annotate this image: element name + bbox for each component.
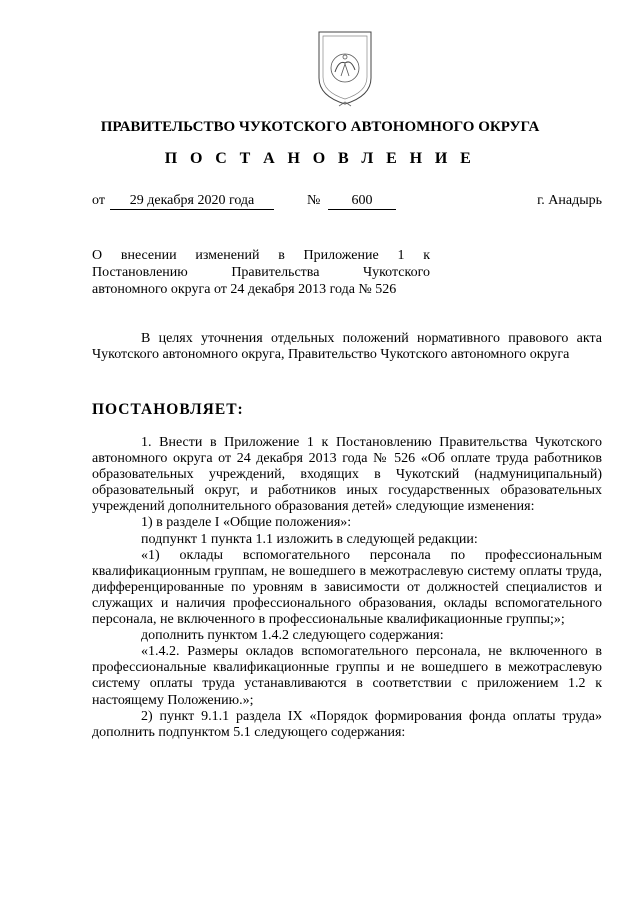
body-paragraph: «1) оклады вспомогательного персонала по профессиональным квалификационным группам, не вошедшего в межотраслевую систему оплаты труда, дифференцированные по уровням в зависимости от должностей специалистов и служащих и наличия профессионального образования, оклады вспомогательного персонала, не включенного в профессиональные квалификационные группы;»; (92, 547, 602, 628)
subject-line: Постановлению Правительства Чукотского (92, 265, 430, 280)
date-prefix: от (92, 193, 105, 208)
body-paragraph: 1) в разделе I «Общие положения»: (141, 515, 352, 531)
subject-line: О внесении изменений в Приложение 1 к (92, 248, 430, 263)
document-date: 29 декабря 2020 года (110, 193, 274, 210)
body-paragraph: дополнить пунктом 1.4.2 следующего содержания: (141, 628, 444, 644)
document-type-title: П О С Т А Н О В Л Е Н И Е (164, 150, 476, 167)
document-number: 600 (328, 193, 396, 210)
body-paragraph: 2) пункт 9.1.1 раздела IX «Порядок формирования фонда оплаты труда» дополнить подпунктом 5.1 следующего содержания: (92, 708, 602, 740)
body-paragraph: подпункт 1 пункта 1.1 изложить в следующей редакции: (141, 531, 478, 547)
document-place: г. Анадырь (537, 193, 602, 208)
subject-line: автономного округа от 24 декабря 2013 года № 526 (92, 282, 397, 297)
coat-of-arms-emblem (313, 30, 377, 108)
coat-of-arms-icon (313, 30, 377, 108)
body-paragraph: 1. Внести в Приложение 1 к Постановлению Правительства Чукотского автономного округа от 24 декабря 2013 года № 526 «Об оплате труда работников образовательных учреждений, входящих в Чукотский (надмуниципальный) образовательный округ, и работников иных государственных образовательных учреждений дополнительного образования детей» следующие изменения: (92, 435, 602, 515)
resolves-heading: ПОСТАНОВЛЯЕТ: (92, 401, 244, 418)
government-name: ПРАВИТЕЛЬСТВО ЧУКОТСКОГО АВТОНОМНОГО ОКРУГА (100, 119, 540, 135)
preamble-text: В целях уточнения отдельных положений нормативного правового акта Чукотского автономного округа, Правительство Чукотского автономного округа (92, 331, 602, 363)
document-subject (92, 247, 430, 298)
body-paragraph: «1.4.2. Размеры окладов вспомогательного персонала, не включенного в профессиональные квалификационные группы и не вошедшего в межотраслевую систему оплаты труда устанавливаются в соответствии с приложением 1.2 к настоящему Положению.»; (92, 644, 602, 708)
document-number-field (328, 193, 396, 210)
preamble-block (92, 331, 602, 363)
document-date-field (110, 193, 274, 210)
number-sign: № (307, 193, 321, 208)
document-body (92, 435, 602, 741)
